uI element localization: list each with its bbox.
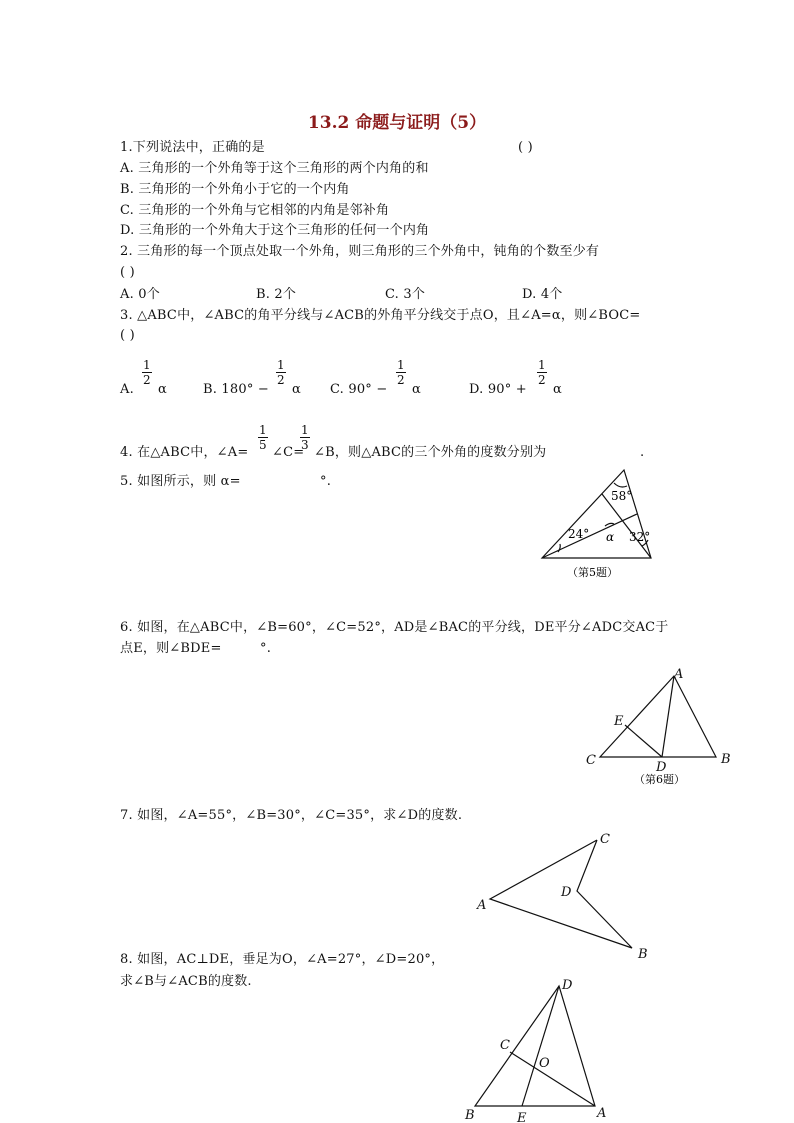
fraction-denominator: 5 — [259, 438, 267, 452]
fraction-denominator: 2 — [538, 373, 546, 387]
q1-answer-paren: ( ) — [518, 140, 533, 155]
q8-segment-ac — [510, 1052, 595, 1106]
q5-label-24: 24° — [568, 527, 590, 541]
fraction-numerator: 1 — [143, 358, 151, 372]
q5-caption: （第5题） — [567, 566, 618, 579]
q3-option-d-label: D. 90° + — [469, 382, 527, 397]
q7-stem: 7. 如图，∠A=55°，∠B=30°，∠C=35°，求∠D的度数. — [120, 808, 463, 823]
q6-stem-line1: 6. 如图，在△ABC中，∠B=60°，∠C=52°，AD是∠BAC的平分线，DE平分∠ADC交AC于 — [120, 620, 669, 635]
fraction-denominator: 2 — [397, 373, 405, 387]
page-title: 13.2 命题与证明（5） — [307, 113, 487, 133]
q3-option-b-alpha: α — [292, 382, 301, 397]
q3-option-a-alpha: α — [158, 382, 167, 397]
fraction-denominator: 3 — [301, 438, 309, 452]
q8-label-a: A — [597, 1106, 607, 1121]
q6-label-c: C — [586, 753, 596, 768]
q8-stem-line2: 求∠B与∠ACB的度数. — [120, 974, 252, 989]
q7-label-c: C — [600, 832, 610, 847]
fraction-numerator: 1 — [259, 423, 267, 437]
q4-stem-part3: ∠B，则△ABC的三个外角的度数分别为 — [314, 445, 547, 460]
q8-triangle — [475, 986, 595, 1106]
q1-option-d: D. 三角形的一个外角大于这个三角形的任何一个内角 — [120, 223, 430, 238]
q6-label-b: B — [721, 752, 731, 767]
q8-segment-de — [522, 986, 559, 1106]
q6-unit: °. — [260, 641, 272, 656]
q5-triangle — [542, 470, 651, 558]
q7-figure — [470, 826, 660, 964]
q8-label-d: D — [562, 978, 573, 993]
q5-label-58: 58° — [611, 489, 633, 503]
q4-stem-part1: 4. 在△ABC中，∠A= — [120, 445, 249, 460]
q5-label-32: 32° — [629, 530, 651, 544]
q8-label-o: O — [539, 1056, 550, 1071]
fraction-denominator: 2 — [143, 373, 151, 387]
q5-line-right — [602, 494, 651, 558]
q5-label-alpha: α — [606, 530, 615, 544]
q7-label-b: B — [638, 947, 648, 962]
q1-option-b: B. 三角形的一个外角小于它的一个内角 — [120, 182, 350, 197]
q3-option-b-label: B. 180° − — [203, 382, 269, 397]
q8-stem-line1: 8. 如图，AC⊥DE，垂足为O，∠A=27°，∠D=20°， — [120, 952, 445, 967]
q4-stem-part2: ∠C= — [272, 445, 305, 460]
q1-option-a: A. 三角形的一个外角等于这个三角形的两个内角的和 — [120, 161, 429, 176]
q5-unit: °. — [320, 474, 332, 489]
q3-stem: 3. △ABC中，∠ABC的角平分线与∠ACB的外角平分线交于点O，且∠A=α，则∠BOC= — [120, 308, 641, 323]
q4-fraction-2 — [300, 423, 310, 452]
q6-segment-ad — [662, 676, 674, 757]
q2-stem: 2. 三角形的每一个顶点处取一个外角，则三角形的三个外角中，钝角的个数至少有 — [120, 244, 600, 259]
q3-option-c-label: C. 90° − — [330, 382, 388, 397]
q8-figure — [455, 972, 615, 1123]
fraction-numerator: 1 — [301, 423, 309, 437]
q4-end-period: . — [640, 445, 645, 460]
q1-option-c: C. 三角形的一个外角与它相邻的内角是邻补角 — [120, 203, 390, 218]
q3-option-b-fraction — [276, 358, 286, 387]
q4-fraction-1 — [258, 423, 268, 452]
q2-option-b: B. 2个 — [256, 287, 297, 302]
q7-label-d: D — [561, 885, 572, 900]
fraction-numerator: 1 — [538, 358, 546, 372]
q1-stem: 1.下列说法中，正确的是 — [120, 140, 265, 155]
q6-figure — [580, 664, 740, 792]
q5-stem: 5. 如图所示，则 α= — [120, 474, 241, 489]
q2-option-c: C. 3个 — [385, 287, 426, 302]
q6-caption: （第6题） — [634, 773, 685, 786]
q3-answer-paren: ( ) — [120, 328, 135, 343]
q7-label-a: A — [477, 898, 487, 913]
q8-label-c: C — [500, 1038, 510, 1053]
q5-arc-left — [558, 544, 560, 552]
q3-option-d-fraction — [537, 358, 547, 387]
q8-label-e: E — [517, 1111, 527, 1123]
q3-option-c-fraction — [396, 358, 406, 387]
q5-arc-top — [614, 483, 627, 487]
q6-label-e: E — [614, 714, 624, 729]
q6-label-d: D — [656, 760, 667, 775]
q8-label-b: B — [465, 1108, 475, 1123]
q3-option-a-fraction — [142, 358, 152, 387]
q6-label-a: A — [674, 667, 684, 682]
q2-option-d: D. 4个 — [522, 287, 563, 302]
q2-answer-paren: ( ) — [120, 265, 135, 280]
q3-option-c-alpha: α — [412, 382, 421, 397]
q3-option-d-alpha: α — [553, 382, 562, 397]
q5-figure — [530, 462, 665, 584]
fraction-numerator: 1 — [397, 358, 405, 372]
q3-option-a-label: A. — [120, 382, 134, 397]
fraction-denominator: 2 — [277, 373, 285, 387]
q6-segment-de — [625, 725, 662, 757]
q6-stem-line2: 点E，则∠BDE= — [120, 641, 222, 656]
fraction-numerator: 1 — [277, 358, 285, 372]
q2-option-a: A. 0个 — [120, 287, 160, 302]
